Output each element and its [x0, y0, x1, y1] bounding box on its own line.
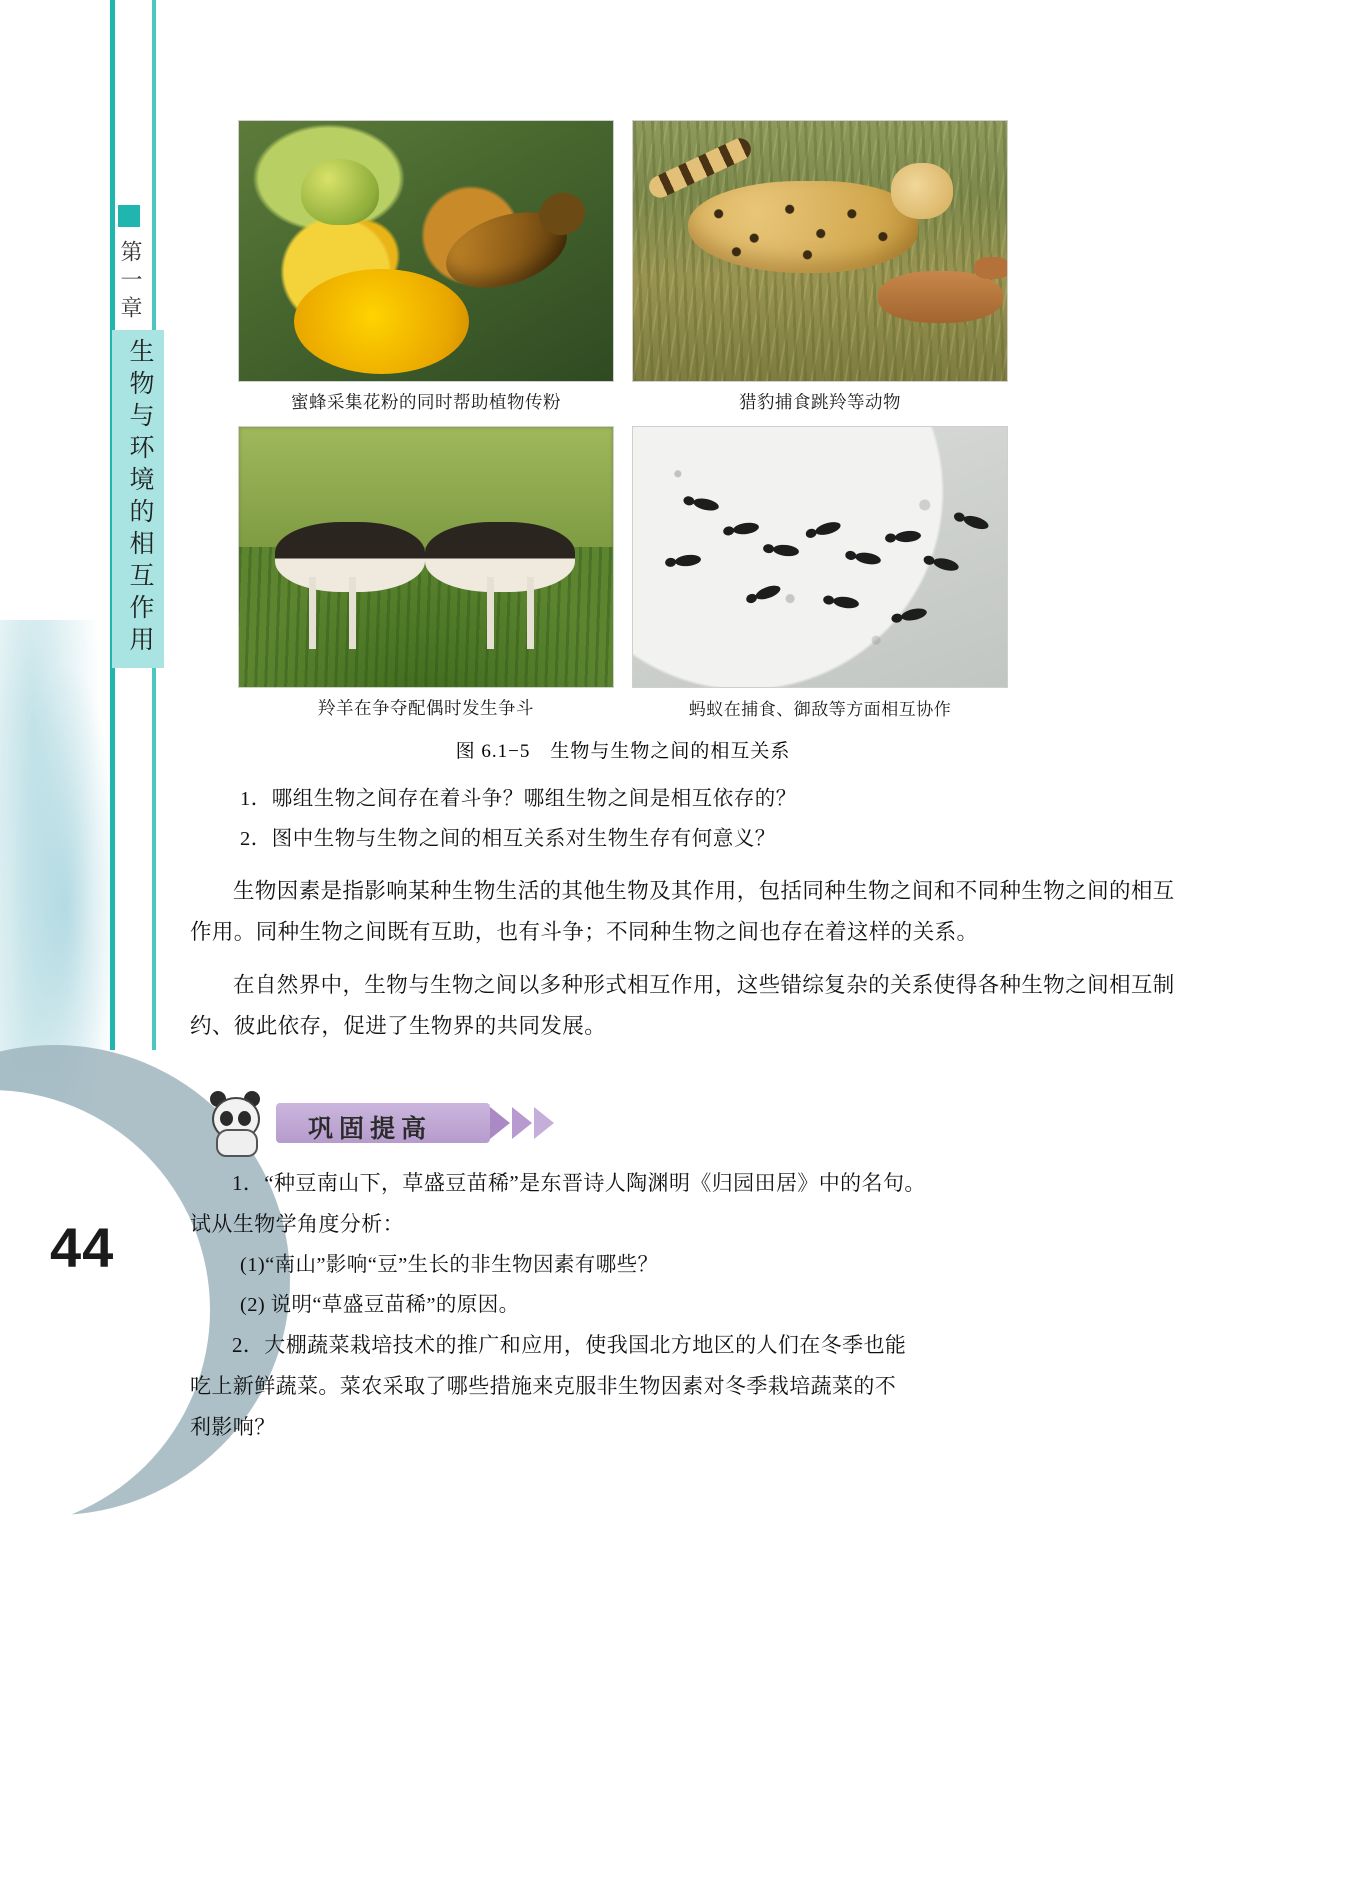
chapter-label: 第一章: [118, 240, 143, 324]
antelope-leg: [349, 577, 356, 649]
antelope-leg: [487, 577, 494, 649]
yellow-flower-shape: [294, 269, 469, 374]
cheetah-head-shape: [891, 163, 953, 219]
chevron-right-icon: [534, 1107, 554, 1139]
chevron-right-icon: [490, 1107, 510, 1139]
exercise-banner: [190, 1089, 1190, 1155]
antelope-leg: [527, 577, 534, 649]
cheetah-hunting-photo: [632, 120, 1008, 382]
chapter-marker-square: [118, 205, 140, 227]
antelope-fighting-photo: [238, 426, 614, 688]
exercise-item-2: 2．大棚蔬菜栽培技术的推广和应用，使我国北方地区的人们在冬季也能: [232, 1333, 907, 1357]
page-content: [190, 120, 1190, 1448]
figure-row-bottom: [238, 426, 1008, 732]
body-paragraph-1: 生物因素是指影响某种生物生活的其他生物及其作用，包括同种生物之间和不同种生物之间的相互作用。同种生物之间既有互助，也有斗争；不同种生物之间也存在着这样的关系。: [190, 879, 1175, 944]
exercise-item-1b: (2) 说明“草盛豆苗稀”的原因。: [240, 1294, 520, 1316]
bee-pollination-photo: [238, 120, 614, 382]
exercise-list: [190, 1163, 1190, 1448]
cheetah-body-shape: [688, 181, 918, 273]
photo-caption: 蜜蜂采集花粉的同时帮助植物传粉: [291, 392, 561, 412]
gazelle-shape: [878, 271, 1003, 323]
antelope-leg: [309, 577, 316, 649]
question-item: 1．哪组生物之间存在着斗争？哪组生物之间是相互依存的？: [240, 788, 797, 810]
photo-caption: 羚羊在争夺配偶时发生争斗: [318, 698, 534, 718]
panda-icon: [202, 1089, 268, 1155]
panda-eye-right: [238, 1111, 251, 1126]
question-list: [190, 779, 1190, 859]
chapter-title: 生物与环境的相互作用: [112, 330, 164, 668]
body-paragraph-2: 在自然界中，生物与生物之间以多种形式相互作用，这些错综复杂的关系使得各种生物之间相互制约、彼此依存，促进了生物界的共同发展。: [190, 973, 1175, 1038]
exercise-item-1-cont: 试从生物学角度分析：: [190, 1212, 404, 1236]
antelope-right-shape: [425, 522, 575, 592]
exercise-item-2-cont-1: 吃上新鲜蔬菜。菜农采取了哪些措施来克服非生物因素对冬季栽培蔬菜的不: [190, 1374, 897, 1398]
panda-eye-left: [220, 1111, 233, 1126]
figure-cell-bee: [238, 120, 614, 426]
photo-caption: 猎豹捕食跳羚等动物: [739, 392, 901, 412]
figure-title: 图 6.1−5 生物与生物之间的相互关系: [455, 741, 791, 762]
left-margin-decoration: [0, 0, 200, 1885]
figure-cell-ants: [632, 426, 1008, 732]
figure-row-top: [238, 120, 1008, 426]
figure-grid: [238, 120, 1008, 763]
exercise-item-1: 1．“种豆南山下，草盛豆苗稀”是东晋诗人陶渊明《归园田居》中的名句。: [232, 1171, 926, 1195]
ants-cooperation-photo: [632, 426, 1008, 688]
panda-body: [216, 1129, 258, 1157]
exercise-item-1a: (1)“南山”影响“豆”生长的非生物因素有哪些？: [240, 1254, 659, 1276]
page-number: 44: [50, 1216, 115, 1279]
chevron-right-icon: [512, 1107, 532, 1139]
question-item: 2．图中生物与生物之间的相互关系对生物生存有何意义？: [240, 828, 776, 850]
figure-cell-cheetah: [632, 120, 1008, 426]
figure-cell-antelope: [238, 426, 614, 732]
flower-bud-shape: [301, 159, 379, 225]
photo-caption: 蚂蚁在捕食、御敌等方面相互协作: [688, 700, 952, 719]
banner-label: 巩固提高: [308, 1115, 433, 1143]
exercise-item-2-cont-2: 利影响？: [190, 1415, 276, 1439]
